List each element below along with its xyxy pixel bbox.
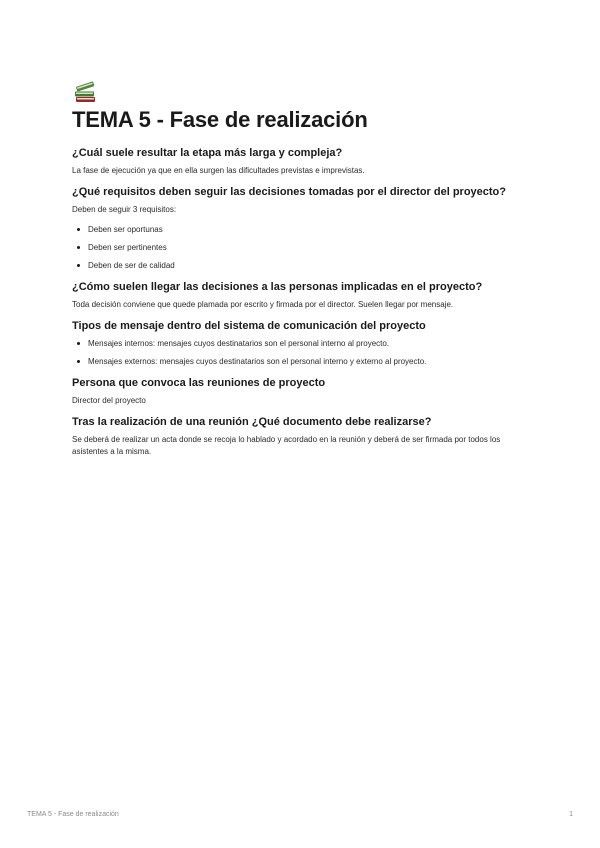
- list-item: Deben ser pertinentes: [72, 242, 532, 254]
- section-body: Se deberá de realizar un acta donde se recoja lo hablado y acordado en la reunión y deberá de ser firmada por todos los asistentes a la misma.: [72, 435, 501, 456]
- requirements-list: [72, 224, 532, 272]
- section-longest-stage: [72, 146, 532, 177]
- section-heading: ¿Cómo suelen llegar las decisiones a las personas implicadas en el proyecto?: [72, 281, 483, 293]
- list-item: Mensajes internos: mensajes cuyos destinatarios son el personal interno al proyecto.: [72, 338, 532, 350]
- list-item: Deben ser oportunas: [72, 224, 532, 236]
- document-page: [72, 78, 532, 466]
- list-item: Deben de ser de calidad: [72, 260, 532, 272]
- section-meeting-document: [72, 415, 532, 458]
- books-icon: [72, 78, 98, 104]
- section-body: Deben de seguir 3 requisitos:: [72, 205, 177, 214]
- section-decision-delivery: [72, 280, 532, 311]
- page-footer: [27, 811, 573, 818]
- page-title: TEMA 5 - Fase de realización: [72, 107, 368, 132]
- section-body: Director del proyecto: [72, 396, 146, 405]
- footer-title: TEMA 5 - Fase de realización: [27, 811, 119, 818]
- section-heading: Tipos de mensaje dentro del sistema de comunicación del proyecto: [72, 320, 426, 332]
- section-heading: Persona que convoca las reuniones de proyecto: [72, 377, 326, 389]
- list-item: Mensajes externos: mensajes cuyos destinatarios son el personal interno y externo al proyecto.: [72, 356, 532, 368]
- section-heading: ¿Cuál suele resultar la etapa más larga y compleja?: [72, 147, 343, 159]
- section-decision-requirements: [72, 185, 532, 272]
- section-heading: Tras la realización de una reunión ¿Qué documento debe realizarse?: [72, 416, 432, 428]
- message-types-list: [72, 338, 532, 368]
- section-body: La fase de ejecución ya que en ella surgen las dificultades previstas e imprevistas.: [72, 166, 365, 175]
- page-number: 1: [569, 811, 573, 818]
- section-heading: ¿Qué requisitos deben seguir las decisiones tomadas por el director del proyecto?: [72, 186, 507, 198]
- section-meeting-convener: [72, 376, 532, 407]
- section-message-types: [72, 319, 532, 368]
- section-body: Toda decisión conviene que quede plamada por escrito y firmada por el director. Suelen llegar por mensaje.: [72, 300, 454, 309]
